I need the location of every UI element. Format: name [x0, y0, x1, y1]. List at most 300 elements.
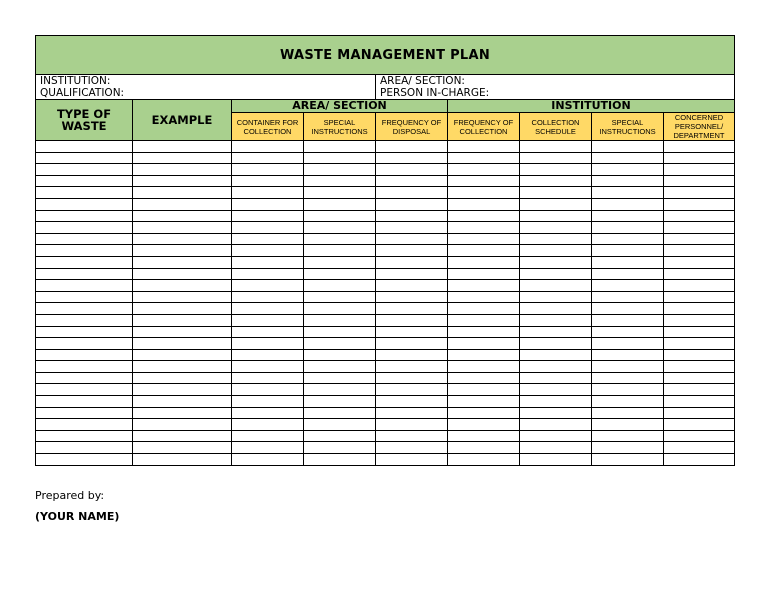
table-cell[interactable]	[304, 256, 376, 268]
table-cell[interactable]	[592, 430, 664, 442]
table-cell[interactable]	[376, 442, 448, 454]
table-row	[36, 430, 735, 442]
table-row	[36, 268, 735, 280]
table-cell[interactable]	[664, 384, 735, 396]
area-section-label: AREA/ SECTION:	[380, 75, 465, 87]
table-row	[36, 396, 735, 408]
table-cell[interactable]	[232, 407, 304, 419]
table-cell[interactable]	[36, 152, 133, 164]
table-cell[interactable]	[520, 419, 592, 431]
table-cell[interactable]	[448, 338, 520, 350]
table-cell[interactable]	[304, 349, 376, 361]
table-cell[interactable]	[592, 338, 664, 350]
table-cell[interactable]	[520, 164, 592, 176]
table-cell[interactable]	[448, 152, 520, 164]
table-cell[interactable]	[133, 233, 232, 245]
table-cell[interactable]	[36, 256, 133, 268]
table-cell[interactable]	[520, 222, 592, 234]
table-cell[interactable]	[304, 198, 376, 210]
institution-special-instructions-header: SPECIAL INSTRUCTIONS	[592, 113, 664, 141]
table-cell[interactable]	[133, 291, 232, 303]
table-cell[interactable]	[304, 187, 376, 199]
table-row	[36, 361, 735, 373]
table-cell[interactable]	[36, 222, 133, 234]
table-cell[interactable]	[232, 245, 304, 257]
table-cell[interactable]	[448, 384, 520, 396]
table-cell[interactable]	[232, 164, 304, 176]
table-cell[interactable]	[133, 326, 232, 338]
table-cell[interactable]	[592, 326, 664, 338]
table-cell[interactable]	[304, 396, 376, 408]
table-cell[interactable]	[133, 372, 232, 384]
table-cell[interactable]	[520, 442, 592, 454]
table-cell[interactable]	[520, 187, 592, 199]
table-cell[interactable]	[592, 280, 664, 292]
table-cell[interactable]	[592, 152, 664, 164]
table-cell[interactable]	[304, 407, 376, 419]
table-cell[interactable]	[664, 141, 735, 153]
table-cell[interactable]	[448, 210, 520, 222]
table-row	[36, 210, 735, 222]
table-cell[interactable]	[304, 141, 376, 153]
table-cell[interactable]	[376, 280, 448, 292]
table-cell[interactable]	[133, 222, 232, 234]
table-cell[interactable]	[376, 407, 448, 419]
table-cell[interactable]	[36, 210, 133, 222]
table-cell[interactable]	[448, 314, 520, 326]
table-cell[interactable]	[133, 442, 232, 454]
table-cell[interactable]	[376, 164, 448, 176]
table-cell[interactable]	[133, 268, 232, 280]
table-cell[interactable]	[448, 407, 520, 419]
table-cell[interactable]	[36, 384, 133, 396]
table-cell[interactable]	[36, 454, 133, 466]
table-row	[36, 291, 735, 303]
person-in-charge-label: PERSON IN-CHARGE:	[380, 87, 490, 99]
table-cell[interactable]	[36, 291, 133, 303]
table-cell[interactable]	[592, 419, 664, 431]
table-row	[36, 326, 735, 338]
table-cell[interactable]	[376, 175, 448, 187]
table-cell[interactable]	[376, 141, 448, 153]
table-cell[interactable]	[304, 175, 376, 187]
table-cell[interactable]	[592, 314, 664, 326]
table-cell[interactable]	[376, 372, 448, 384]
table-cell[interactable]	[133, 210, 232, 222]
table-cell[interactable]	[232, 349, 304, 361]
table-cell[interactable]	[448, 187, 520, 199]
table-cell[interactable]	[448, 442, 520, 454]
table-cell[interactable]	[36, 326, 133, 338]
table-cell[interactable]	[376, 430, 448, 442]
concerned-personnel-header: CONCERNED PERSONNEL/ DEPARTMENT	[664, 113, 735, 141]
table-row	[36, 222, 735, 234]
table-cell[interactable]	[448, 222, 520, 234]
example-header: EXAMPLE	[133, 100, 232, 141]
table-cell[interactable]	[592, 372, 664, 384]
table-cell[interactable]	[232, 326, 304, 338]
table-cell[interactable]	[592, 187, 664, 199]
table-cell[interactable]	[232, 396, 304, 408]
table-cell[interactable]	[232, 361, 304, 373]
table-cell[interactable]	[304, 164, 376, 176]
table-cell[interactable]	[376, 338, 448, 350]
table-row	[36, 372, 735, 384]
table-cell[interactable]	[133, 396, 232, 408]
table-cell[interactable]	[664, 198, 735, 210]
table-cell[interactable]	[592, 245, 664, 257]
table-row	[36, 303, 735, 315]
table-cell[interactable]	[304, 152, 376, 164]
table-row	[36, 407, 735, 419]
table-cell[interactable]	[133, 198, 232, 210]
table-cell[interactable]	[304, 303, 376, 315]
table-cell[interactable]	[376, 187, 448, 199]
table-cell[interactable]	[376, 291, 448, 303]
table-cell[interactable]	[520, 152, 592, 164]
table-cell[interactable]	[448, 349, 520, 361]
table-cell[interactable]	[36, 407, 133, 419]
table-cell[interactable]	[304, 210, 376, 222]
table-cell[interactable]	[232, 256, 304, 268]
table-row	[36, 454, 735, 466]
table-cell[interactable]	[232, 280, 304, 292]
table-row	[36, 338, 735, 350]
table-cell[interactable]	[133, 419, 232, 431]
table-cell[interactable]	[448, 175, 520, 187]
table-cell[interactable]	[520, 361, 592, 373]
table-cell[interactable]	[232, 442, 304, 454]
your-name-placeholder: (YOUR NAME)	[35, 510, 120, 523]
table-cell[interactable]	[592, 291, 664, 303]
table-cell[interactable]	[592, 198, 664, 210]
table-cell[interactable]	[376, 268, 448, 280]
table-cell[interactable]	[520, 430, 592, 442]
table-cell[interactable]	[133, 314, 232, 326]
table-cell[interactable]	[592, 396, 664, 408]
table-cell[interactable]	[36, 349, 133, 361]
table-cell[interactable]	[133, 349, 232, 361]
table-cell[interactable]	[133, 245, 232, 257]
collection-schedule-header: COLLECTION SCHEDULE	[520, 113, 592, 141]
table-cell[interactable]	[36, 361, 133, 373]
table-cell[interactable]	[664, 164, 735, 176]
info-left	[36, 75, 376, 100]
table-cell[interactable]	[664, 291, 735, 303]
area-special-instructions-header: SPECIAL INSTRUCTIONS	[304, 113, 376, 141]
table-cell[interactable]	[36, 175, 133, 187]
table-cell[interactable]	[36, 338, 133, 350]
table-cell[interactable]	[592, 141, 664, 153]
table-cell[interactable]	[376, 245, 448, 257]
table-cell[interactable]	[592, 384, 664, 396]
table-cell[interactable]	[232, 291, 304, 303]
table-cell[interactable]	[133, 187, 232, 199]
table-cell[interactable]	[520, 233, 592, 245]
table-cell[interactable]	[376, 198, 448, 210]
table-cell[interactable]	[520, 303, 592, 315]
table-cell[interactable]	[232, 198, 304, 210]
table-cell[interactable]	[232, 314, 304, 326]
table-cell[interactable]	[520, 314, 592, 326]
table-cell[interactable]	[664, 303, 735, 315]
table-cell[interactable]	[664, 396, 735, 408]
table-cell[interactable]	[448, 141, 520, 153]
table-cell[interactable]	[376, 222, 448, 234]
institution-group-header: INSTITUTION	[448, 100, 735, 113]
table-cell[interactable]	[592, 442, 664, 454]
table-cell[interactable]	[36, 245, 133, 257]
table-cell[interactable]	[448, 326, 520, 338]
table-cell[interactable]	[520, 407, 592, 419]
table-cell[interactable]	[448, 198, 520, 210]
table-cell[interactable]	[232, 233, 304, 245]
table-cell[interactable]	[664, 187, 735, 199]
table-cell[interactable]	[36, 233, 133, 245]
table-cell[interactable]	[232, 454, 304, 466]
table-cell[interactable]	[592, 175, 664, 187]
table-cell[interactable]	[448, 430, 520, 442]
table-cell[interactable]	[664, 430, 735, 442]
waste-plan-table	[35, 35, 735, 466]
qualification-label: QUALIFICATION:	[40, 87, 125, 99]
table-cell[interactable]	[304, 268, 376, 280]
table-cell[interactable]	[448, 303, 520, 315]
table-cell[interactable]	[36, 430, 133, 442]
table-cell[interactable]	[664, 280, 735, 292]
table-cell[interactable]	[133, 256, 232, 268]
table-cell[interactable]	[36, 141, 133, 153]
table-row	[36, 198, 735, 210]
table-cell[interactable]	[664, 454, 735, 466]
table-cell[interactable]	[133, 280, 232, 292]
table-cell[interactable]	[304, 372, 376, 384]
table-cell[interactable]	[133, 454, 232, 466]
table-cell[interactable]	[232, 141, 304, 153]
table-cell[interactable]	[664, 175, 735, 187]
table-cell[interactable]	[520, 245, 592, 257]
table-cell[interactable]	[304, 361, 376, 373]
table-cell[interactable]	[304, 233, 376, 245]
table-cell[interactable]	[520, 384, 592, 396]
table-cell[interactable]	[592, 349, 664, 361]
table-cell[interactable]	[664, 314, 735, 326]
table-cell[interactable]	[232, 152, 304, 164]
table-cell[interactable]	[520, 256, 592, 268]
table-cell[interactable]	[133, 361, 232, 373]
table-cell[interactable]	[304, 338, 376, 350]
container-for-collection-header: CONTAINER FOR COLLECTION	[232, 113, 304, 141]
table-cell[interactable]	[376, 210, 448, 222]
table-cell[interactable]	[448, 233, 520, 245]
table-cell[interactable]	[304, 419, 376, 431]
table-cell[interactable]	[232, 430, 304, 442]
table-cell[interactable]	[448, 280, 520, 292]
table-cell[interactable]	[304, 430, 376, 442]
table-cell[interactable]	[304, 442, 376, 454]
type-of-waste-header: TYPE OF WASTE	[36, 100, 133, 141]
table-cell[interactable]	[664, 442, 735, 454]
table-cell[interactable]	[448, 419, 520, 431]
table-cell[interactable]	[448, 256, 520, 268]
table-cell[interactable]	[520, 210, 592, 222]
table-cell[interactable]	[520, 326, 592, 338]
table-cell[interactable]	[664, 245, 735, 257]
table-cell[interactable]	[448, 291, 520, 303]
table-cell[interactable]	[520, 291, 592, 303]
table-cell[interactable]	[592, 268, 664, 280]
table-cell[interactable]	[232, 268, 304, 280]
table-cell[interactable]	[304, 291, 376, 303]
table-row	[36, 187, 735, 199]
table-cell[interactable]	[664, 268, 735, 280]
table-cell[interactable]	[304, 314, 376, 326]
table-row	[36, 349, 735, 361]
table-cell[interactable]	[36, 268, 133, 280]
table-row	[36, 314, 735, 326]
table-cell[interactable]	[304, 326, 376, 338]
table-cell[interactable]	[232, 372, 304, 384]
table-cell[interactable]	[232, 338, 304, 350]
table-cell[interactable]	[304, 384, 376, 396]
table-cell[interactable]	[304, 454, 376, 466]
table-row	[36, 256, 735, 268]
table-cell[interactable]	[448, 245, 520, 257]
table-cell[interactable]	[520, 280, 592, 292]
table-row	[36, 245, 735, 257]
table-cell[interactable]	[520, 175, 592, 187]
table-cell[interactable]	[36, 280, 133, 292]
table-cell[interactable]	[448, 361, 520, 373]
table-cell[interactable]	[304, 222, 376, 234]
table-cell[interactable]	[133, 141, 232, 153]
table-cell[interactable]	[592, 233, 664, 245]
frequency-of-collection-header: FREQUENCY OF COLLECTION	[448, 113, 520, 141]
table-cell[interactable]	[664, 419, 735, 431]
table-cell[interactable]	[376, 419, 448, 431]
table-cell[interactable]	[664, 407, 735, 419]
table-cell[interactable]	[376, 326, 448, 338]
table-row	[36, 233, 735, 245]
table-cell[interactable]	[664, 210, 735, 222]
table-cell[interactable]	[592, 454, 664, 466]
area-section-group-header: AREA/ SECTION	[232, 100, 448, 113]
table-row	[36, 419, 735, 431]
table-cell[interactable]	[376, 384, 448, 396]
table-cell[interactable]	[376, 303, 448, 315]
table-cell[interactable]	[664, 349, 735, 361]
table-cell[interactable]	[520, 198, 592, 210]
table-cell[interactable]	[36, 372, 133, 384]
info-right	[376, 75, 735, 100]
table-cell[interactable]	[592, 361, 664, 373]
table-cell[interactable]	[133, 303, 232, 315]
table-row	[36, 164, 735, 176]
table-cell[interactable]	[520, 141, 592, 153]
table-cell[interactable]	[448, 164, 520, 176]
table-cell[interactable]	[36, 419, 133, 431]
table-row	[36, 280, 735, 292]
table-cell[interactable]	[664, 372, 735, 384]
table-row	[36, 384, 735, 396]
table-cell[interactable]	[376, 349, 448, 361]
frequency-of-disposal-header: FREQUENCY OF DISPOSAL	[376, 113, 448, 141]
table-cell[interactable]	[304, 245, 376, 257]
table-cell[interactable]	[520, 268, 592, 280]
table-cell[interactable]	[448, 268, 520, 280]
table-cell[interactable]	[36, 164, 133, 176]
table-cell[interactable]	[36, 314, 133, 326]
table-cell[interactable]	[133, 175, 232, 187]
table-cell[interactable]	[232, 303, 304, 315]
table-cell[interactable]	[133, 407, 232, 419]
table-cell[interactable]	[133, 338, 232, 350]
table-cell[interactable]	[520, 338, 592, 350]
table-cell[interactable]	[448, 372, 520, 384]
table-cell[interactable]	[232, 210, 304, 222]
table-cell[interactable]	[36, 396, 133, 408]
table-cell[interactable]	[232, 222, 304, 234]
table-cell[interactable]	[232, 419, 304, 431]
table-cell[interactable]	[376, 233, 448, 245]
table-cell[interactable]	[520, 454, 592, 466]
table-cell[interactable]	[232, 384, 304, 396]
table-cell[interactable]	[664, 233, 735, 245]
table-cell[interactable]	[232, 187, 304, 199]
table-row	[36, 442, 735, 454]
table-cell[interactable]	[592, 210, 664, 222]
table-cell[interactable]	[664, 256, 735, 268]
table-row	[36, 152, 735, 164]
table-cell[interactable]	[133, 430, 232, 442]
table-cell[interactable]	[664, 222, 735, 234]
table-cell[interactable]	[232, 175, 304, 187]
table-cell[interactable]	[592, 256, 664, 268]
table-cell[interactable]	[36, 198, 133, 210]
table-cell[interactable]	[664, 326, 735, 338]
table-cell[interactable]	[304, 280, 376, 292]
table-cell[interactable]	[376, 256, 448, 268]
table-cell[interactable]	[520, 372, 592, 384]
table-row	[36, 175, 735, 187]
table-cell[interactable]	[448, 454, 520, 466]
prepared-by-label: Prepared by:	[35, 489, 105, 502]
table-cell[interactable]	[592, 407, 664, 419]
table-cell[interactable]	[376, 152, 448, 164]
table-row	[36, 141, 735, 153]
table-cell[interactable]	[520, 396, 592, 408]
table-cell[interactable]	[592, 222, 664, 234]
table-cell[interactable]	[36, 442, 133, 454]
table-cell[interactable]	[376, 361, 448, 373]
table-cell[interactable]	[664, 361, 735, 373]
table-cell[interactable]	[36, 187, 133, 199]
table-cell[interactable]	[376, 454, 448, 466]
institution-label: INSTITUTION:	[40, 75, 111, 87]
table-cell[interactable]	[376, 314, 448, 326]
table-cell[interactable]	[36, 303, 133, 315]
table-cell[interactable]	[133, 152, 232, 164]
table-cell[interactable]	[592, 164, 664, 176]
table-cell[interactable]	[133, 384, 232, 396]
table-cell[interactable]	[520, 349, 592, 361]
table-cell[interactable]	[376, 396, 448, 408]
table-cell[interactable]	[133, 164, 232, 176]
table-cell[interactable]	[664, 152, 735, 164]
table-cell[interactable]	[448, 396, 520, 408]
table-cell[interactable]	[592, 303, 664, 315]
table-cell[interactable]	[664, 338, 735, 350]
